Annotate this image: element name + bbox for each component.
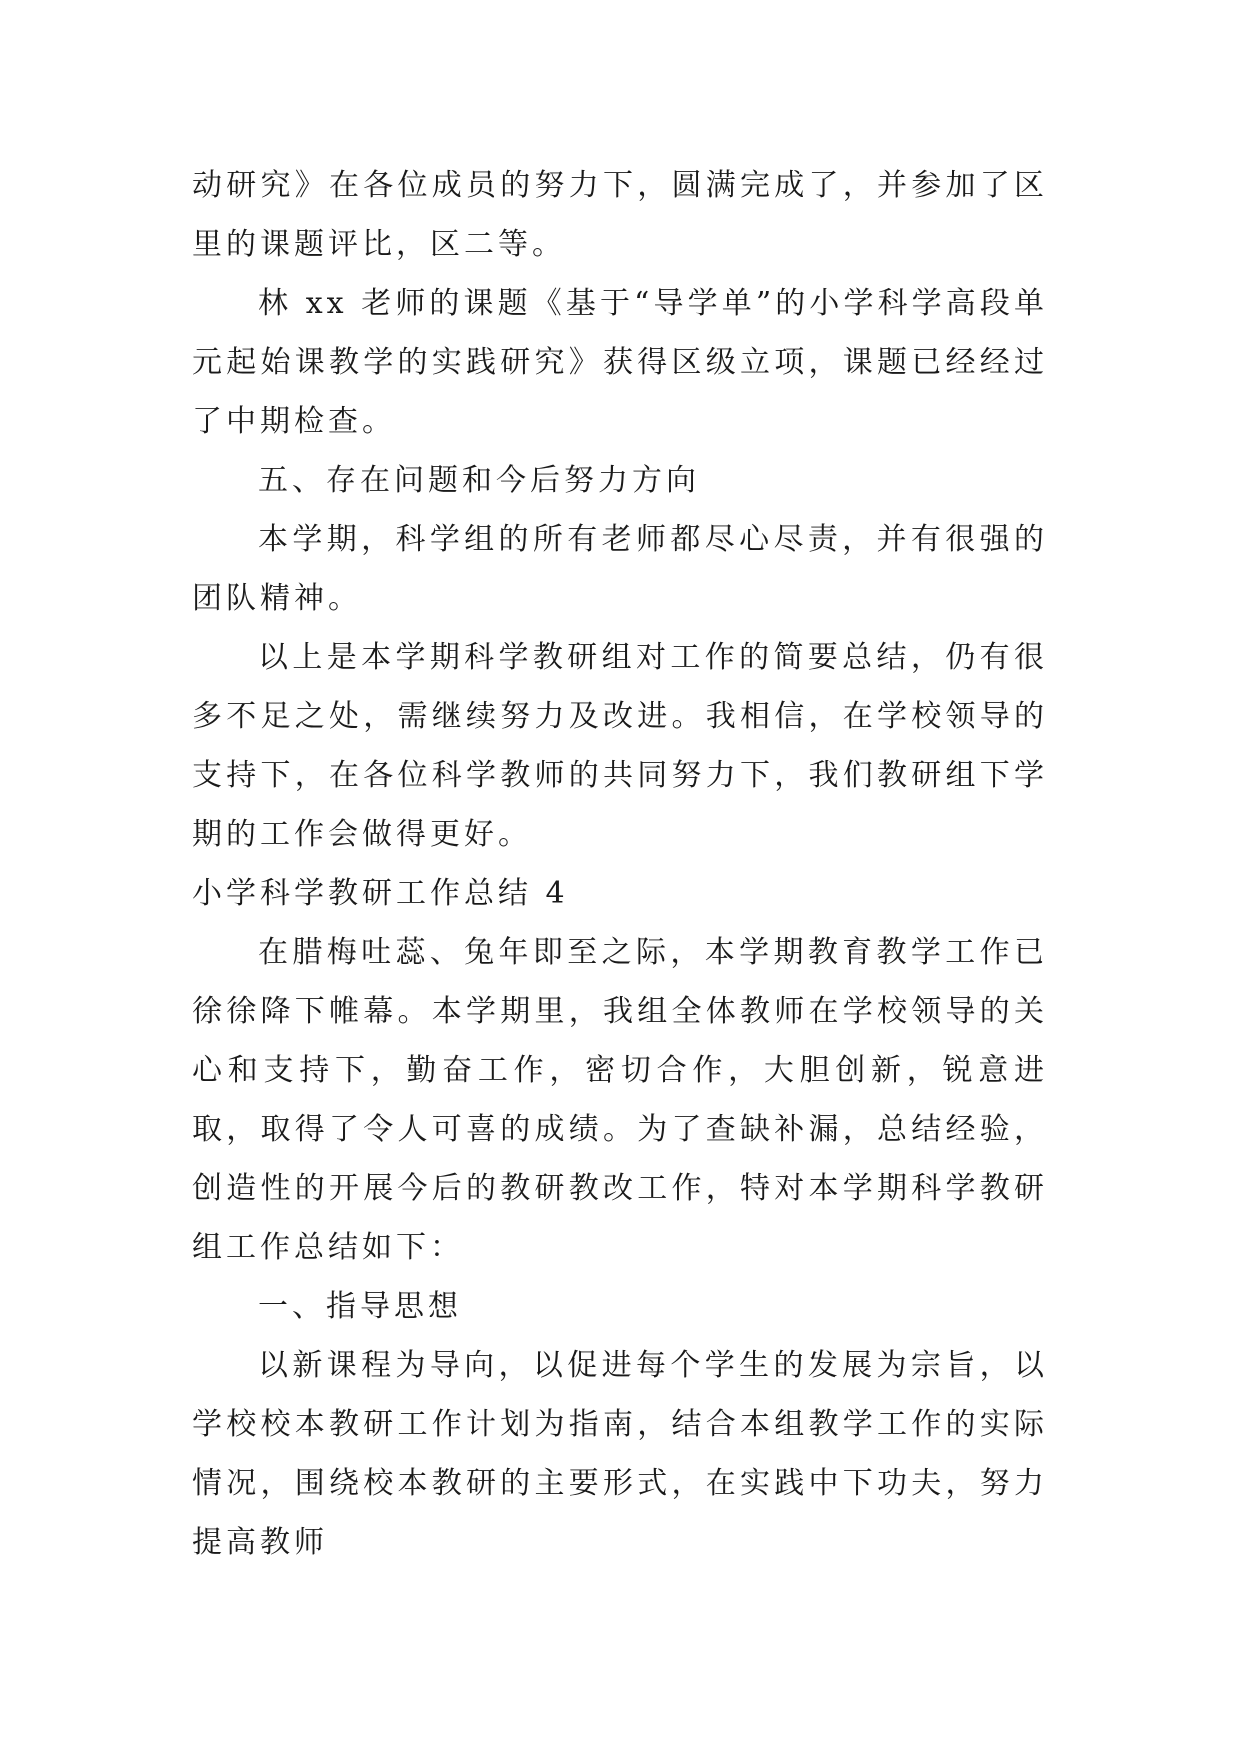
- paragraph-research-result: 动研究》在各位成员的努力下，圆满完成了，并参加了区里的课题评比，区二等。: [192, 168, 1048, 262]
- section-title: 小学科学教研工作总结 4: [192, 876, 569, 911]
- paragraph-summary-closing: 以上是本学期科学教研组对工作的简要总结，仍有很多不足之处，需继续努力及改进。我相信，在学校领导的支持下，在各位科学教师的共同努力下，我们教研组下学期的工作会做得更好。: [192, 640, 1048, 852]
- document-page: [192, 156, 1048, 1572]
- paragraph-section-one-heading: 一、指导思想: [258, 1289, 462, 1324]
- paragraph-section-five-heading: 五、存在问题和今后努力方向: [258, 463, 700, 498]
- paragraph-team-spirit: 本学期，科学组的所有老师都尽心尽责，并有很强的团队精神。: [192, 522, 1048, 616]
- paragraph-lin-project: 林 xx 老师的课题《基于“导学单”的小学科学高段单元起始课教学的实践研究》获得区级立项，课题已经经过了中期检查。: [192, 286, 1048, 439]
- paragraph-intro: 在腊梅吐蕊、兔年即至之际，本学期教育教学工作已徐徐降下帷幕。本学期里，我组全体教师在学校领导的关心和支持下，勤奋工作，密切合作，大胆创新，锐意进取，取得了令人可喜的成绩。为了查缺补漏，总结经验，创造性的开展今后的教研教改工作，特对本学期科学教研组工作总结如下：: [192, 935, 1048, 1265]
- paragraph-guiding-thought: 以新课程为导向，以促进每个学生的发展为宗旨，以学校校本教研工作计划为指南，结合本组教学工作的实际情况，围绕校本教研的主要形式，在实践中下功夫，努力提高教师: [192, 1348, 1048, 1560]
